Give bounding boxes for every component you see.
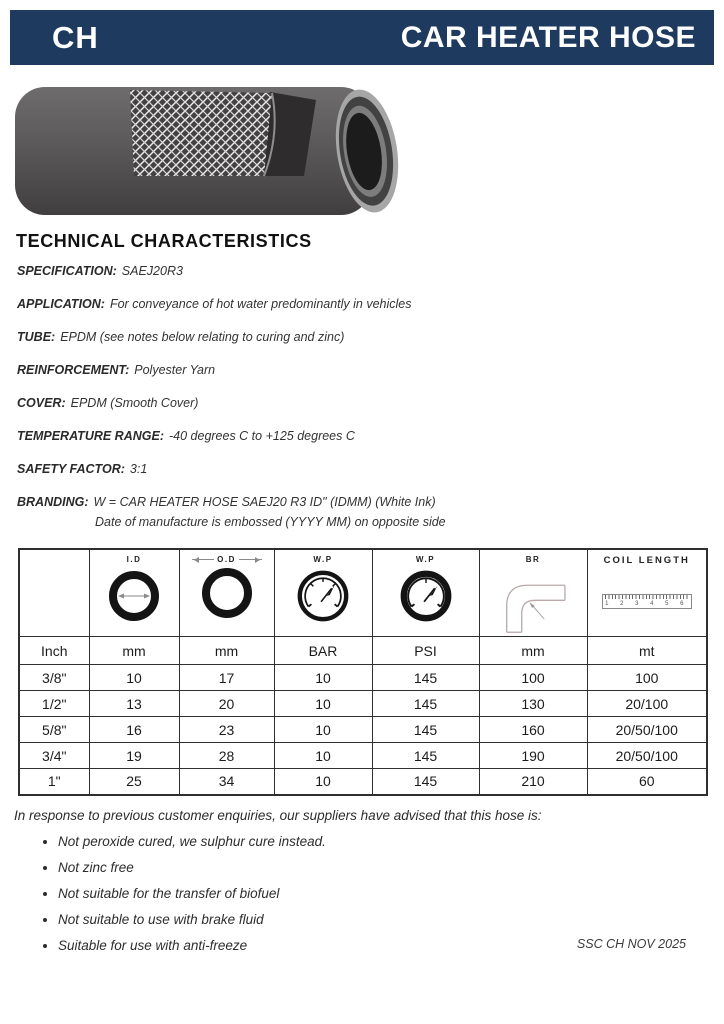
icon-cell-wp-psi xyxy=(372,549,479,637)
spec-label: REINFORCEMENT: xyxy=(17,363,130,377)
header-bar xyxy=(10,10,714,65)
cell: 28 xyxy=(179,743,274,769)
document-reference: SSC CH NOV 2025 xyxy=(576,937,686,951)
spec-label: TEMPERATURE RANGE: xyxy=(17,429,164,443)
note-bullet: • Not zinc free xyxy=(58,860,326,875)
cell: 20/50/100 xyxy=(587,743,707,769)
notes-intro: In response to previous customer enquiries, our suppliers have advised that this hose is: xyxy=(14,808,542,823)
unit-cell: mm xyxy=(179,637,274,665)
cell: 145 xyxy=(372,769,479,795)
note-bullet: • Not suitable for the transfer of biofuel xyxy=(58,886,326,901)
pressure-gauge-icon xyxy=(397,566,455,624)
col-label-wp-bar: W.P xyxy=(313,555,333,564)
note-bullet: • Suitable for use with anti-freeze xyxy=(58,938,326,953)
unit-cell: mm xyxy=(89,637,179,665)
unit-cell: Inch xyxy=(19,637,89,665)
arrow-right-icon xyxy=(239,559,262,560)
icon-cell-empty xyxy=(19,549,89,637)
spec-value: SAEJ20R3 xyxy=(121,264,183,278)
table-row xyxy=(19,717,707,743)
page-title: CAR HEATER HOSE xyxy=(400,20,696,54)
pressure-gauge-icon xyxy=(294,566,352,624)
table-row xyxy=(19,769,707,795)
inner-diameter-ring-icon xyxy=(105,566,163,624)
cell: 3/4" xyxy=(19,743,89,769)
cell: 19 xyxy=(89,743,179,769)
cell: 10 xyxy=(274,665,372,691)
icon-cell-wp-bar xyxy=(274,549,372,637)
spec-list xyxy=(17,264,677,548)
table-row xyxy=(19,691,707,717)
ruler-icon xyxy=(602,594,692,609)
cell: 5/8" xyxy=(19,717,89,743)
table-icon-header-row xyxy=(19,549,707,637)
cell: 25 xyxy=(89,769,179,795)
unit-cell: mm xyxy=(479,637,587,665)
cell: 190 xyxy=(479,743,587,769)
cell: 60 xyxy=(587,769,707,795)
ruler-ticks xyxy=(605,595,689,599)
cell: 13 xyxy=(89,691,179,717)
spec-value: 3:1 xyxy=(129,462,148,476)
cell: 16 xyxy=(89,717,179,743)
cell: 23 xyxy=(179,717,274,743)
hose-illustration-image xyxy=(14,84,406,218)
spec-row-application xyxy=(17,297,677,312)
spec-value: -40 degrees C to +125 degrees C xyxy=(169,429,355,443)
cell: 145 xyxy=(372,665,479,691)
dimensions-table xyxy=(18,548,708,796)
spec-row-branding xyxy=(17,495,677,529)
spec-value: EPDM (Smooth Cover) xyxy=(70,396,199,410)
spec-row-reinforcement xyxy=(17,363,677,378)
outer-diameter-ring-icon xyxy=(199,565,255,619)
spec-label: TUBE: xyxy=(17,330,56,344)
cell: 1" xyxy=(19,769,89,795)
cell: 145 xyxy=(372,691,479,717)
section-title: TECHNICAL CHARACTERISTICS xyxy=(16,231,312,251)
cell: 1/2" xyxy=(19,691,89,717)
table-row xyxy=(19,743,707,769)
spec-label: SPECIFICATION: xyxy=(17,264,117,278)
spec-label: SAFETY FACTOR: xyxy=(17,462,125,476)
cell: 20 xyxy=(179,691,274,717)
cell: 10 xyxy=(89,665,179,691)
icon-cell-coil-length xyxy=(587,549,707,637)
cell: 20/100 xyxy=(587,691,707,717)
col-label-od: O.D xyxy=(217,555,236,564)
col-label-br: BR xyxy=(525,555,541,564)
cell: 210 xyxy=(479,769,587,795)
note-bullet: • Not suitable to use with brake fluid xyxy=(58,912,326,927)
cell: 20/50/100 xyxy=(587,717,707,743)
cell: 100 xyxy=(587,665,707,691)
unit-cell: mt xyxy=(587,637,707,665)
unit-cell: BAR xyxy=(274,637,372,665)
spec-value: EPDM (see notes below relating to curing and zinc) xyxy=(60,330,345,344)
cell: 130 xyxy=(479,691,587,717)
spec-branding-line2: Date of manufacture is embossed (YYYY MM) on opposite side xyxy=(95,514,446,529)
spec-label: COVER: xyxy=(17,396,66,410)
col-label-coil-length: COIL LENGTH xyxy=(603,555,690,566)
cell: 10 xyxy=(274,717,372,743)
ruler-numbers: 1 2 3 4 5 6 xyxy=(605,601,689,607)
icon-cell-od xyxy=(179,549,274,637)
arrow-left-icon xyxy=(192,559,215,560)
spec-row-tube xyxy=(17,330,677,345)
cell: 100 xyxy=(479,665,587,691)
spec-value: For conveyance of hot water predominantly in vehicles xyxy=(109,297,412,311)
spec-value: Polyester Yarn xyxy=(134,363,216,377)
cell: 10 xyxy=(274,769,372,795)
unit-cell: PSI xyxy=(372,637,479,665)
cell: 160 xyxy=(479,717,587,743)
cell: 10 xyxy=(274,691,372,717)
cell: 145 xyxy=(372,743,479,769)
spec-label: BRANDING: xyxy=(17,495,89,509)
cell: 17 xyxy=(179,665,274,691)
spec-row-specification xyxy=(17,264,677,279)
icon-cell-id xyxy=(89,549,179,637)
spec-label: APPLICATION: xyxy=(17,297,105,311)
icon-cell-br xyxy=(479,549,587,637)
cell: 145 xyxy=(372,717,479,743)
col-label-id: I.D xyxy=(126,555,142,564)
spec-row-cover xyxy=(17,396,677,411)
spec-row-safety-factor xyxy=(17,462,677,477)
cell: 10 xyxy=(274,743,372,769)
cell: 34 xyxy=(179,769,274,795)
product-code: CH xyxy=(52,19,99,55)
table-units-row xyxy=(19,637,707,665)
notes-list xyxy=(58,834,326,964)
od-diameter-arrow xyxy=(192,555,262,564)
cell: 3/8" xyxy=(19,665,89,691)
spec-value: W = CAR HEATER HOSE SAEJ20 R3 ID" (IDMM) (White Ink) xyxy=(93,495,436,509)
spec-row-temperature-range xyxy=(17,429,677,444)
table-row xyxy=(19,665,707,691)
col-label-wp-psi: W.P xyxy=(415,555,436,564)
note-bullet: • Not peroxide cured, we sulphur cure instead. xyxy=(58,834,326,849)
bend-radius-elbow-icon xyxy=(493,574,573,636)
